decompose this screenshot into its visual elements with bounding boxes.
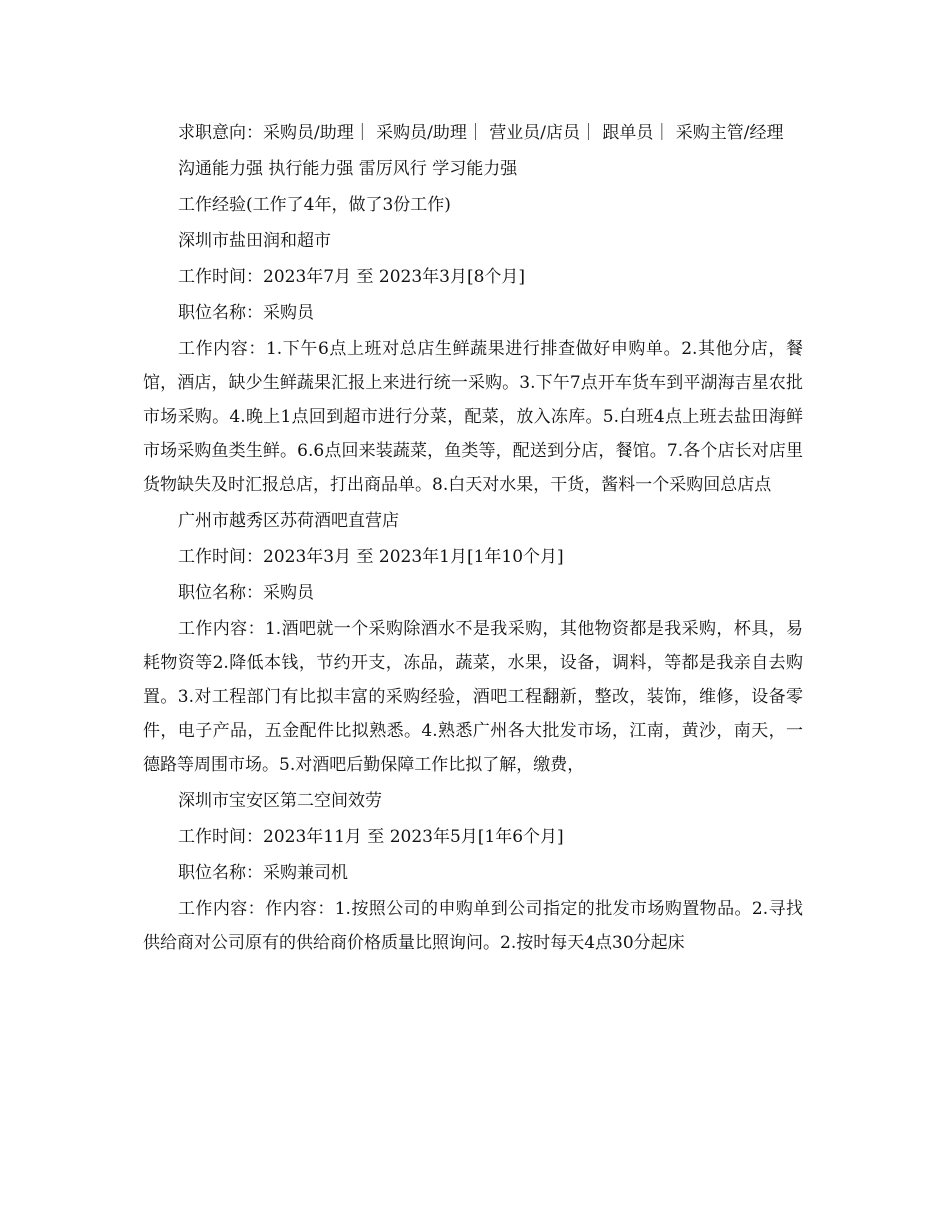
- job-intention: 求职意向：采购员/助理｜ 采购员/助理｜ 营业员/店员｜ 跟单员｜ 采购主管/经理: [178, 123, 784, 143]
- company-name-2: 广州市越秀区苏荷酒吧直营店: [178, 511, 399, 531]
- job-description-1: 工作内容：1.下午6点上班对总店生鲜蔬果进行排查做好申购单。2.其他分店，餐馆，酒店，缺少生鲜蔬果汇报上来进行统一采购。3.下午7点开车货车到平湖海吉星农批市场采购。4.晚上1点回到超市进行分菜，配菜，放入冻库。5.白班4点上班去盐田海鲜市场采购鱼类生鲜。6.6点回来装蔬菜，鱼类等，配送到分店，餐馆。7.各个店长对店里货物缺失及时汇报总店，打出商品单。8.白天对水果，干货，酱料一个采购回总店点: [143, 339, 803, 495]
- company-name-1: 深圳市盐田润和超市: [178, 231, 331, 251]
- work-period-3: 工作时间：2023年11月 至 2023年5月[1年6个月]: [178, 827, 564, 847]
- job-title-3: 职位名称：采购兼司机: [178, 863, 348, 883]
- work-period-2: 工作时间：2023年3月 至 2023年1月[1年10个月]: [178, 547, 564, 567]
- job-title-1: 职位名称：采购员: [178, 303, 314, 323]
- document-body: [143, 116, 803, 962]
- company-name-3: 深圳市宝安区第二空间效劳: [178, 791, 382, 811]
- job-description-3: 工作内容：作内容：1.按照公司的申购单到公司指定的批发市场购置物品。2.寻找供给商对公司原有的供给商价格质量比照询问。2.按时每天4点30分起床: [143, 899, 803, 953]
- work-period-1: 工作时间：2023年7月 至 2023年3月[8个月]: [178, 267, 526, 287]
- job-description-2: 工作内容：1.酒吧就一个采购除酒水不是我采购，其他物资都是我采购，杯具，易耗物资等2.降低本钱，节约开支，冻品，蔬菜，水果，设备，调料，等都是我亲自去购置。3.对工程部门有比拟丰富的采购经验，酒吧工程翻新，整改，装饰，维修，设备零件，电子产品，五金配件比拟熟悉。4.熟悉广州各大批发市场，江南，黄沙，南天，一德路等周围市场。5.对酒吧后勤保障工作比拟了解，缴费，: [143, 619, 803, 775]
- experience-heading: 工作经验(工作了4年，做了3份工作): [178, 195, 451, 215]
- job-title-2: 职位名称：采购员: [178, 583, 314, 603]
- skills-summary: 沟通能力强 执行能力强 雷厉风行 学习能力强: [178, 159, 518, 179]
